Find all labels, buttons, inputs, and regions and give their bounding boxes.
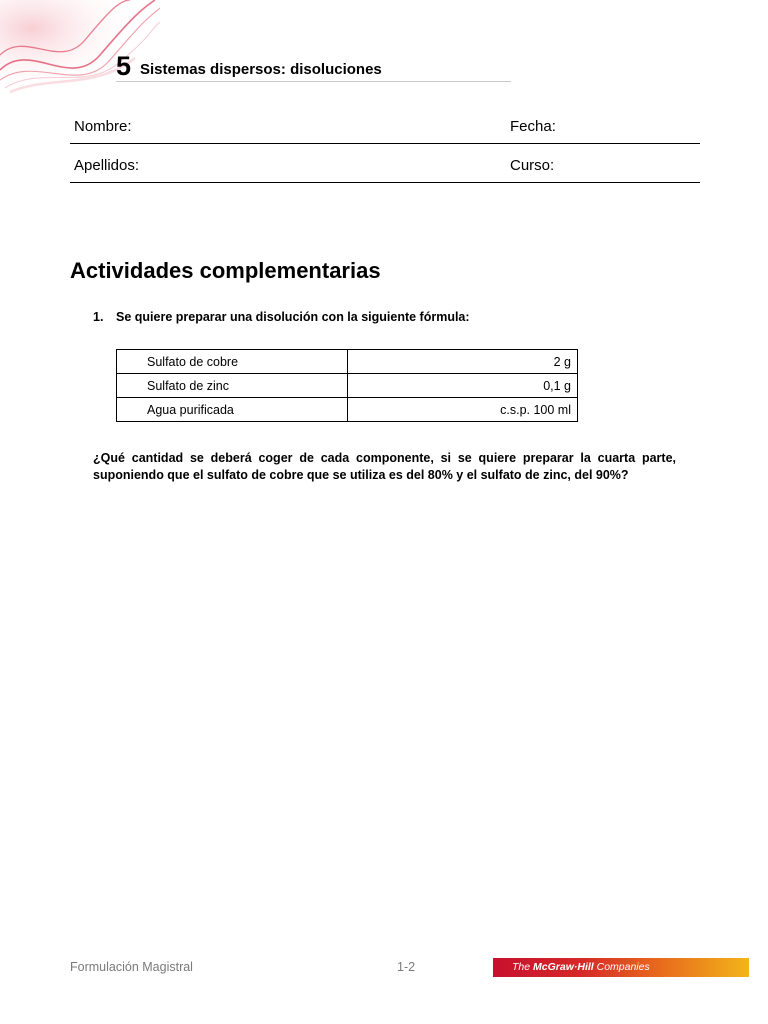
brand-prefix: The xyxy=(512,961,534,973)
publisher-logo-text xyxy=(512,960,650,975)
form-row-surname-course xyxy=(70,153,700,183)
section-title: Actividades complementarias xyxy=(70,258,381,283)
date-label: Fecha: xyxy=(510,118,556,135)
question-prompt: ¿Qué cantidad se deberá coger de cada componente, si se quiere preparar la cuarta parte, suponiendo que el sulfato de cobre que se utiliza es del 80% y el sulfato de zinc, del 90%? xyxy=(93,451,676,482)
quantity-cell: 0,1 g xyxy=(348,374,578,398)
footer-title: Formulación Magistral xyxy=(70,960,193,974)
brand-suffix: Companies xyxy=(593,961,650,973)
question-1 xyxy=(93,309,470,325)
formula-table xyxy=(116,349,578,422)
question-text: Se quiere preparar una disolución con la siguiente fórmula: xyxy=(116,310,470,324)
component-cell: Sulfato de zinc xyxy=(117,374,348,398)
form-row-name-date xyxy=(70,114,700,144)
publisher-logo xyxy=(493,958,749,977)
page-number: 1-2 xyxy=(397,960,416,974)
surname-label: Apellidos: xyxy=(74,157,140,174)
chapter-number: 5 xyxy=(116,51,132,81)
table-row xyxy=(117,398,578,422)
component-cell: Sulfato de cobre xyxy=(117,350,348,374)
quantity-cell: 2 g xyxy=(348,350,578,374)
quantity-cell: c.s.p. 100 ml xyxy=(348,398,578,422)
table-row xyxy=(117,374,578,398)
question-number: 1. xyxy=(93,310,104,324)
table-row xyxy=(117,350,578,374)
brand-name: McGraw·Hill xyxy=(533,961,594,973)
chapter-heading xyxy=(116,52,511,82)
component-cell: Agua purificada xyxy=(117,398,348,422)
chapter-title: Sistemas dispersos: disoluciones xyxy=(140,61,382,78)
name-label: Nombre: xyxy=(74,118,132,135)
course-label: Curso: xyxy=(510,157,555,174)
